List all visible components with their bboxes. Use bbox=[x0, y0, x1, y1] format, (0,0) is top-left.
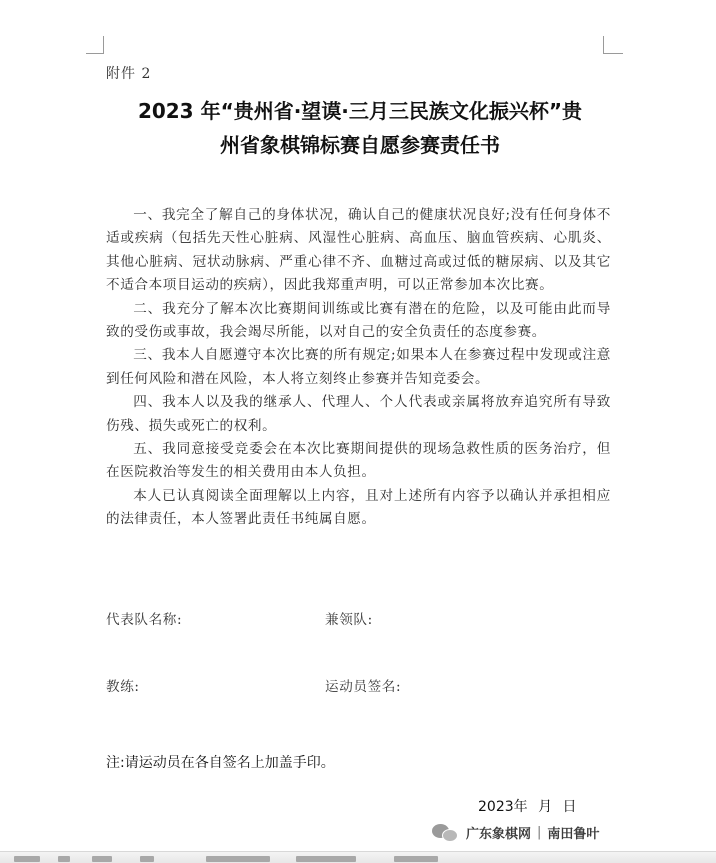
title-line-2: 州省象棋锦标赛自愿参赛责任书 bbox=[220, 133, 500, 157]
document-body bbox=[106, 204, 611, 532]
paragraph-6: 本人已认真阅读全面理解以上内容，且对上述所有内容予以确认并承担相应的法律责任，本人签署此责任书纯属自愿。 bbox=[106, 487, 611, 528]
watermark-author: 南田鲁叶 bbox=[547, 826, 600, 842]
team-name-field: 代表队名称: bbox=[106, 612, 183, 628]
fingerprint-note: 注:请运动员在各自签名上加盖手印。 bbox=[106, 755, 335, 771]
document-title bbox=[100, 94, 620, 162]
paragraph-4: 四、我本人以及我的继承人、代理人、个人代表或亲属将放弃追究所有导致伤残、损失或死亡的权利。 bbox=[106, 394, 611, 434]
watermark bbox=[432, 822, 599, 842]
crop-mark-top-right bbox=[603, 53, 623, 54]
crop-mark-top-right bbox=[603, 36, 604, 54]
leader-field: 兼领队: bbox=[325, 612, 373, 628]
coach-field: 教练: bbox=[106, 679, 140, 695]
watermark-separator: | bbox=[537, 824, 542, 840]
wechat-icon bbox=[432, 822, 460, 842]
crop-mark-top-left bbox=[86, 53, 104, 54]
title-line-1: 2023 年“贵州省·望谟·三月三民族文化振兴杯”贵 bbox=[137, 99, 583, 123]
paragraph-3: 三、我本人自愿遵守本次比赛的所有规定;如果本人在参赛过程中发现或注意到任何风险和潜在风险，本人将立刻终止参赛并告知竞委会。 bbox=[106, 347, 611, 387]
crop-mark-top-left bbox=[103, 36, 104, 54]
paragraph-5: 五、我同意接受竞委会在本次比赛期间提供的现场急救性质的医务治疗，但在医院救治等发生的相关费用由本人负担。 bbox=[106, 441, 611, 481]
athlete-signature-field: 运动员签名: bbox=[325, 679, 402, 695]
watermark-source: 广东象棋网 bbox=[466, 826, 532, 842]
paragraph-2: 二、我充分了解本次比赛期间训练或比赛有潜在的危险，以及可能由此而导致的受伤或事故，我会竭尽所能，以对自己的安全负责任的态度参赛。 bbox=[106, 300, 611, 341]
attachment-label: 附件 2 bbox=[106, 66, 152, 82]
bottom-status-bar bbox=[0, 851, 716, 863]
paragraph-1: 一、我完全了解自己的身体状况，确认自己的健康状况良好;没有任何身体不适或疾病（包括先天性心脏病、风湿性心脏病、高血压、脑血管疾病、心肌炎、其他心脏病、冠状动脉病、严重心律不齐、血糖过高或过低的糖尿病、以及其它不适合本项目运动的疾病），因此我郑重声明，可以正常参加本次比赛。 bbox=[106, 207, 611, 294]
signing-date: 2023年 月 日 bbox=[478, 799, 577, 815]
